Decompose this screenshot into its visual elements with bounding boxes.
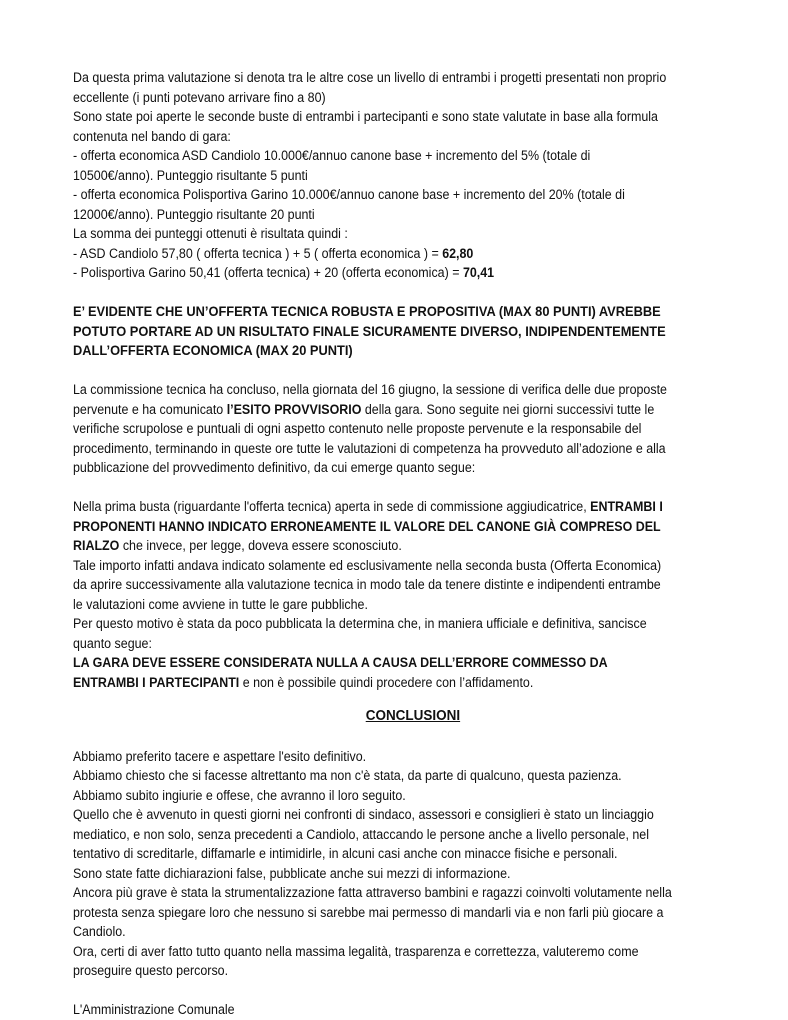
- text-line: procedimento, terminando in queste ore tutte le valutazioni di competenza ha provveduto all’adozione e alla: [73, 440, 666, 456]
- text-line: Sono state fatte dichiarazioni false, pubblicate anche sui mezzi di informazione.: [73, 865, 511, 881]
- bold-run: ENTRAMBI I PARTECIPANTI: [73, 674, 240, 690]
- text-line: Ora, certi di aver fatto tutto quanto nella massima legalità, trasparenza e correttezza, valuteremo come: [73, 943, 639, 959]
- emphasis-paragraph: [73, 302, 705, 361]
- text-line: Tale importo infatti andava indicato solamente ed esclusivamente nella seconda busta (Offerta Economica): [73, 557, 662, 573]
- text-line: eccellente (i punti potevano arrivare fino a 80): [73, 89, 326, 105]
- text-line: - offerta economica Polisportiva Garino 10.000€/annuo canone base + incremento del 20% (totale di: [73, 187, 625, 202]
- spacer: [73, 727, 705, 747]
- spacer: [73, 692, 705, 707]
- text-line: da aprire successivamente alla valutazione tecnica in modo tale da tenere distinte e indipendenti entrambe: [73, 577, 661, 592]
- busta-paragraph: [73, 497, 705, 692]
- text-line: mediatico, e non solo, senza precedenti a Candiolo, attaccando le persone anche a livello personale, nel: [73, 826, 650, 842]
- text-run: Nella prima busta (riguardante l'offerta tecnica) aperta in sede di commissione aggiudicatrice,: [73, 499, 591, 514]
- text-line: [73, 400, 705, 420]
- text-line: POTUTO PORTARE AD UN RISULTATO FINALE SICURAMENTE DIVERSO, INDIPENDENTEMENTE: [73, 323, 666, 339]
- text-line: [73, 653, 705, 673]
- text-line: Da questa prima valutazione si denota tra le altre cose un livello di entrambi i progetti presentati non proprio: [73, 70, 667, 85]
- text-line: 10500€/anno). Punteggio risultante 5 punti: [73, 167, 308, 183]
- score-text: - ASD Candiolo 57,80 ( offerta tecnica ) + 5 ( offerta economica ) =: [73, 245, 443, 261]
- bold-run: PROPONENTI HANNO INDICATO ERRONEAMENTE IL VALORE DEL CANONE GIÀ COMPRESO DEL: [73, 518, 661, 534]
- text-line: 12000€/anno). Punteggio risultante 20 punti: [73, 206, 315, 222]
- text-run: della gara. Sono seguite nei giorni successivi tutte le: [361, 401, 655, 417]
- text-line: tentativo di screditarle, diffamarle e intimidirle, in alcuni casi anche con minacce fisiche e personali.: [73, 846, 618, 861]
- text-line: Abbiamo preferito tacere e aspettare l'esito definitivo.: [73, 748, 367, 764]
- text-run: pervenute e ha comunicato: [73, 401, 227, 417]
- text-line: Candiolo.: [73, 924, 126, 939]
- text-line: [73, 497, 705, 517]
- conclusions-paragraph: [73, 747, 705, 981]
- text-line: Abbiamo subito ingiurie e offese, che avranno il loro seguito.: [73, 787, 406, 803]
- score-text: - Polisportiva Garino 50,41 (offerta tecnica) + 20 (offerta economica) =: [73, 265, 463, 280]
- score-total: 62,80: [442, 245, 474, 261]
- text-line: protesta senza spiegare loro che nessuno si sarebbe mai permesso di mandarli via e non farli più giocare a: [73, 904, 664, 920]
- signature: L'Amministrazione Comunale: [73, 1002, 235, 1017]
- score-line-candiolo: [73, 244, 705, 264]
- document-page: [73, 68, 705, 1020]
- text-line: [73, 517, 705, 537]
- spacer: [73, 361, 705, 381]
- conclusions-heading: CONCLUSIONI: [365, 708, 461, 724]
- spacer: [73, 478, 705, 498]
- text-line: contenuta nel bando di gara:: [73, 128, 231, 144]
- score-total: 70,41: [462, 265, 495, 280]
- score-line-garino: [73, 263, 705, 283]
- text-line: - offerta economica ASD Candiolo 10.000€/annuo canone base + incremento del 5% (totale di: [73, 148, 591, 163]
- spacer: [73, 981, 705, 1001]
- text-line: Sono state poi aperte le seconde buste di entrambi i partecipanti e sono state valutate in base alla formula: [73, 109, 658, 124]
- text-line: verifiche scrupolose e puntuali di ogni aspetto contenuto nelle proposte pervenute e la responsabile del: [73, 421, 642, 436]
- text-line: Per questo motivo è stata da poco pubblicata la determina che, in maniera ufficiale e definitiva, sancisce: [73, 616, 647, 631]
- text-line: La somma dei punteggi ottenuti è risultata quindi :: [73, 226, 348, 241]
- text-line: pubblicazione del provvedimento definitivo, da cui emerge quanto segue:: [73, 460, 476, 475]
- spacer: [73, 283, 705, 303]
- bold-run: LA GARA DEVE ESSERE CONSIDERATA NULLA A CAUSA DELL’ERRORE COMMESSO DA: [73, 655, 608, 670]
- text-line: [73, 673, 705, 693]
- text-line: E’ EVIDENTE CHE UN’OFFERTA TECNICA ROBUSTA E PROPOSITIVA (MAX 80 PUNTI) AVREBBE: [73, 304, 661, 319]
- esito-provvisorio: l’ESITO PROVVISORIO: [226, 401, 362, 417]
- text-line: [73, 536, 705, 556]
- bold-run: ENTRAMBI I: [590, 499, 663, 514]
- text-run: e non è possibile quindi procedere con l’affidamento.: [239, 674, 534, 690]
- text-line: proseguire questo percorso.: [73, 963, 229, 978]
- intro-paragraph: [73, 68, 705, 283]
- text-line: Abbiamo chiesto che si facesse altrettanto ma non c'è stata, da parte di qualcuno, questa pazienza.: [73, 768, 622, 783]
- commission-paragraph: [73, 380, 705, 478]
- text-line: Ancora più grave è stata la strumentalizzazione fatta attraverso bambini e ragazzi coinvolti volutamente nella: [73, 885, 672, 900]
- text-line: DALL’OFFERTA ECONOMICA (MAX 20 PUNTI): [73, 343, 353, 358]
- text-line: quanto segue:: [73, 635, 152, 651]
- bold-run: RIALZO: [73, 538, 120, 553]
- text-line: La commissione tecnica ha concluso, nella giornata del 16 giugno, la sessione di verifica delle due proposte: [73, 382, 667, 397]
- text-line: Quello che è avvenuto in questi giorni nei confronti di sindaco, assessori e consiglieri è stato un linciaggio: [73, 807, 654, 822]
- text-line: le valutazioni come avviene in tutte le gare pubbliche.: [73, 596, 368, 612]
- text-run: che invece, per legge, doveva essere sconosciuto.: [119, 538, 402, 553]
